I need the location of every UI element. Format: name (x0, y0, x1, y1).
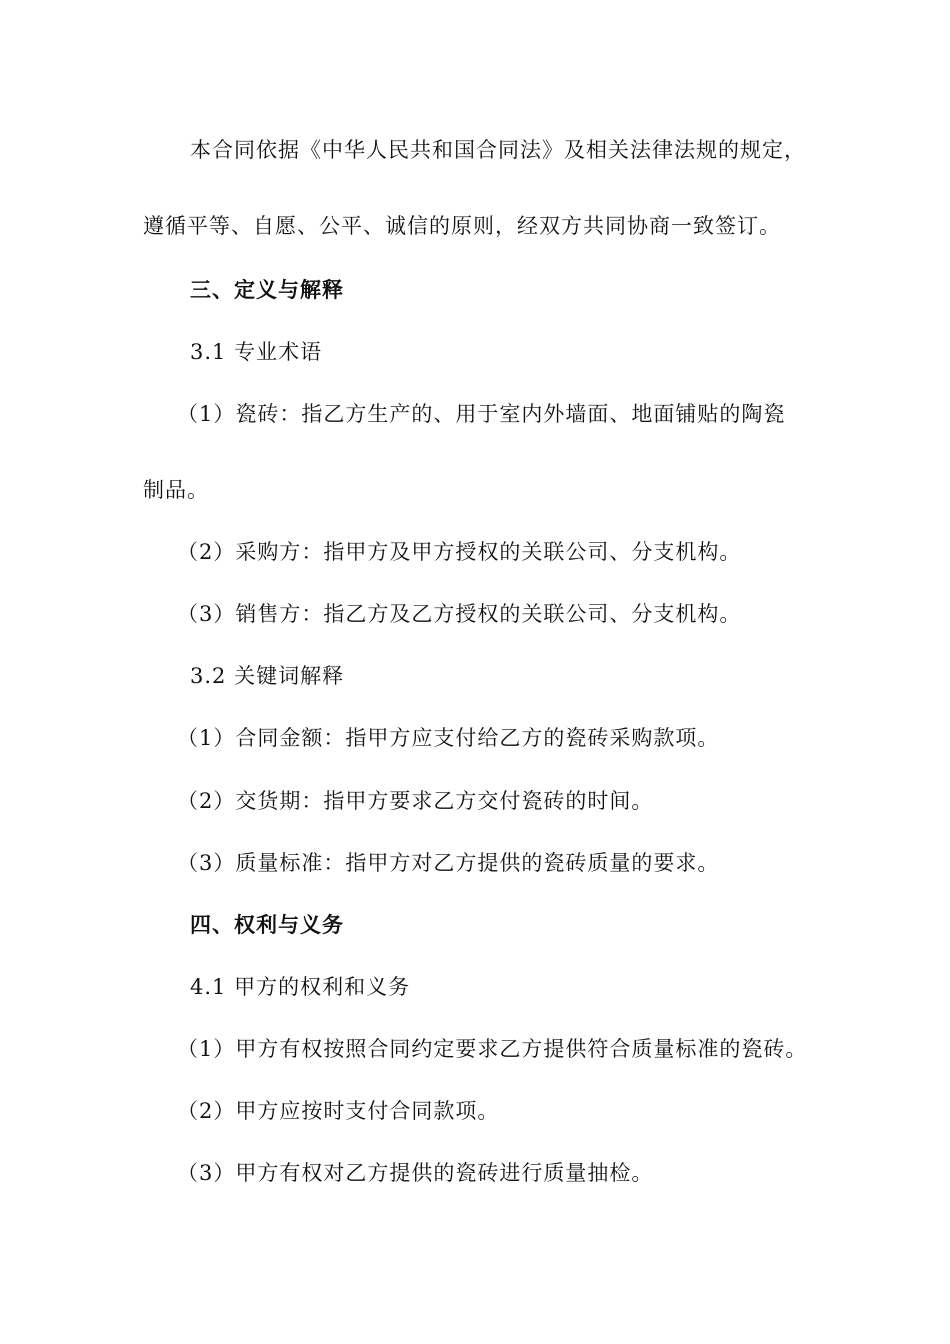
section-4-heading: 四、权利与义务 (190, 912, 344, 937)
section-3-2-heading: 3.2 关键词解释 (190, 664, 345, 688)
section-3-1-item-1-line-2: 制品。 (143, 478, 209, 502)
section-3-2-item-3: （3）质量标准：指甲方对乙方提供的瓷砖质量的要求。 (177, 851, 720, 875)
intro-paragraph-line-1: 本合同依据《中华人民共和国合同法》及相关法律法规的规定， (190, 138, 806, 162)
section-3-1-heading: 3.1 专业术语 (190, 340, 323, 364)
section-3-1-item-1-line-1: （1）瓷砖：指乙方生产的、用于室内外墙面、地面铺贴的陶瓷 (177, 402, 786, 426)
section-4-1-heading: 4.1 甲方的权利和义务 (190, 975, 411, 999)
section-4-1-item-2: （2）甲方应按时支付合同款项。 (177, 1099, 500, 1123)
section-3-2-item-2: （2）交货期：指甲方要求乙方交付瓷砖的时间。 (177, 789, 654, 813)
intro-paragraph-line-2: 遵循平等、自愿、公平、诚信的原则，经双方共同协商一致签订。 (143, 214, 781, 238)
section-3-heading: 三、定义与解释 (190, 277, 344, 302)
section-4-1-item-3: （3）甲方有权对乙方提供的瓷砖进行质量抽检。 (177, 1161, 654, 1185)
section-3-1-item-2: （2）采购方：指甲方及甲方授权的关联公司、分支机构。 (177, 540, 742, 564)
section-3-1-item-3: （3）销售方：指乙方及乙方授权的关联公司、分支机构。 (177, 602, 742, 626)
section-3-2-item-1: （1）合同金额：指甲方应支付给乙方的瓷砖采购款项。 (177, 726, 720, 750)
section-4-1-item-1: （1）甲方有权按照合同约定要求乙方提供符合质量标准的瓷砖。 (177, 1037, 808, 1061)
